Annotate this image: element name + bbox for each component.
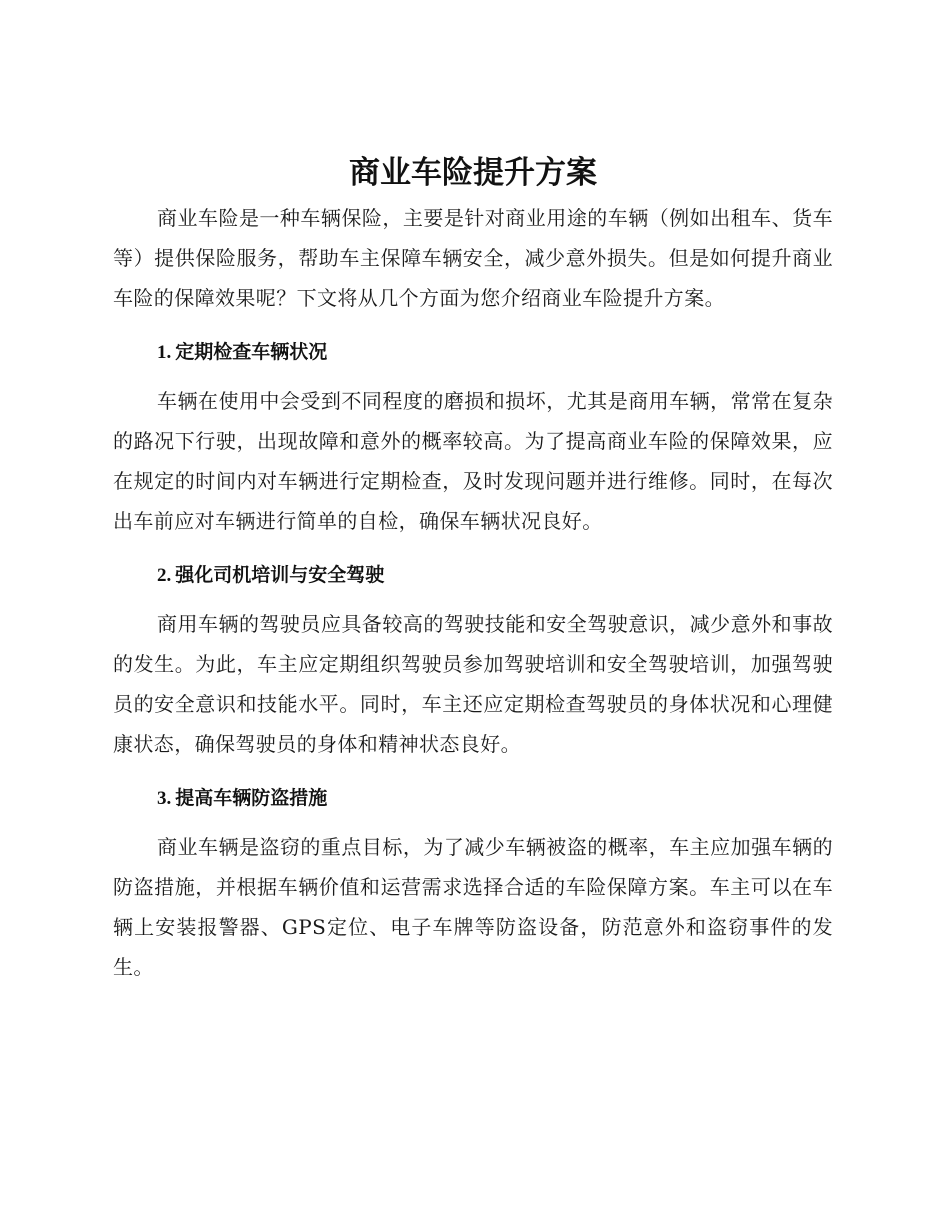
section-heading-text: 提高车辆防盗措施: [175, 787, 328, 809]
section-number: 2.: [157, 565, 172, 586]
section-body: 车辆在使用中会受到不同程度的磨损和损坏，尤其是商用车辆，常常在复杂的路况下行驶，出现故障和意外的概率较高。为了提高商业车险的保障效果，应在规定的时间内对车辆进行定期检查，及时发现问题并进行维修。同时，在每次出车前应对车辆进行简单的自检，确保车辆状况良好。: [113, 389, 833, 533]
intro-paragraph: 商业车险是一种车辆保险，主要是针对商业用途的车辆（例如出租车、货车等）提供保险服务，帮助车主保障车辆安全，减少意外损失。但是如何提升商业车险的保障效果呢？下文将从几个方面为您介绍商业车险提升方案。: [113, 206, 833, 310]
section-1: [113, 332, 833, 541]
section-number: 3.: [157, 788, 172, 809]
section-body: 商业车辆是盗窃的重点目标，为了减少车辆被盗的概率，车主应加强车辆的防盗措施，并根据车辆价值和运营需求选择合适的车险保障方案。车主可以在车辆上安装报警器、GPS定位、电子车牌等防盗设备，防范意外和盗窃事件的发生。: [113, 835, 833, 979]
section-heading: [113, 555, 833, 596]
section-heading-text: 强化司机培训与安全驾驶: [175, 564, 385, 586]
section-heading-text: 定期检查车辆状况: [175, 341, 328, 363]
section-heading: [113, 332, 833, 373]
section-2: [113, 555, 833, 764]
document-page: [113, 150, 833, 987]
document-title: 商业车险提升方案: [349, 155, 597, 191]
section-number: 1.: [157, 342, 172, 363]
section-body: 商用车辆的驾驶员应具备较高的驾驶技能和安全驾驶意识，减少意外和事故的发生。为此，车主应定期组织驾驶员参加驾驶培训和安全驾驶培训，加强驾驶员的安全意识和技能水平。同时，车主还应定期检查驾驶员的身体状况和心理健康状态，确保驾驶员的身体和精神状态良好。: [113, 612, 833, 756]
section-heading: [113, 778, 833, 819]
section-3: [113, 778, 833, 987]
